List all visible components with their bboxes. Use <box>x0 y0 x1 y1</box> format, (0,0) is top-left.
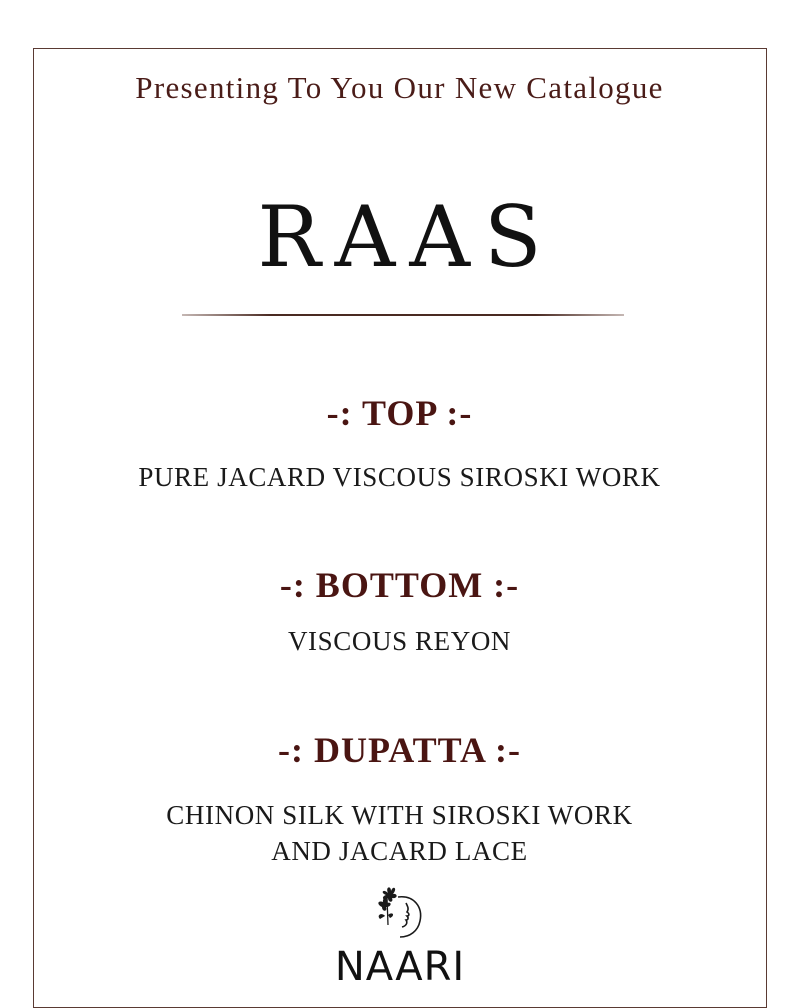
section-text-top <box>0 459 799 495</box>
section-line: VISCOUS REYON <box>287 626 512 656</box>
section-line: CHINON SILK WITH SIROSKI WORK <box>166 800 633 830</box>
title-divider <box>182 314 624 316</box>
section-line: AND JACARD LACE <box>271 836 528 866</box>
section-heading-dupatta: -: DUPATTA :- <box>278 730 521 770</box>
section-text-dupatta <box>0 797 799 869</box>
catalogue-intro: Presenting To You Our New Catalogue <box>135 70 664 105</box>
section-heading-bottom: -: BOTTOM :- <box>279 565 520 605</box>
catalogue-title: RAAS <box>257 188 556 286</box>
svg-text:NAARI: NAARI <box>334 944 466 985</box>
section-text-bottom <box>0 623 799 659</box>
section-line: PURE JACARD VISCOUS SIROSKI WORK <box>138 462 661 492</box>
brand-logo <box>330 885 470 985</box>
section-heading-top: -: TOP :- <box>326 393 473 433</box>
woman-face-lotus-icon <box>330 885 470 985</box>
